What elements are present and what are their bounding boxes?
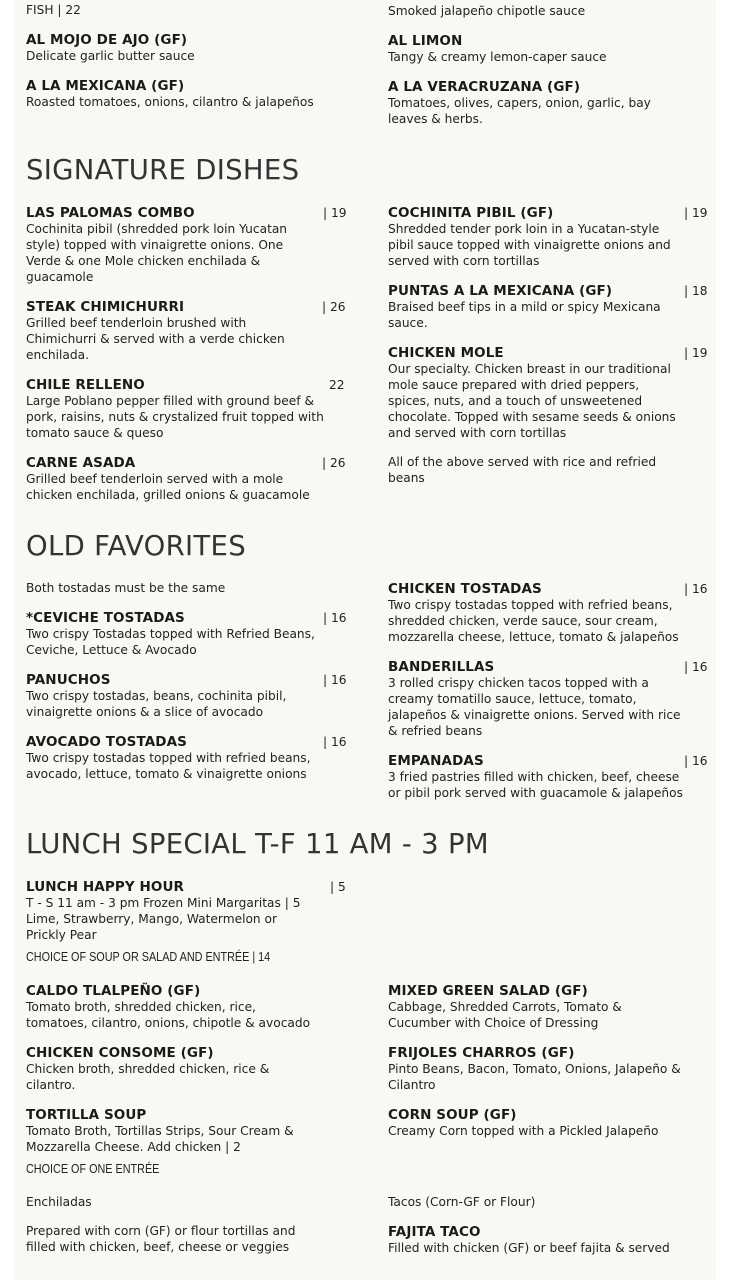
- sauce-desc: Delicate garlic butter sauce: [26, 49, 195, 63]
- tacos-label: Tacos (Corn-GF or Flour): [388, 1195, 536, 1209]
- salad-name: MIXED GREEN SALAD (GF): [388, 983, 588, 999]
- soup-desc: Pinto Beans, Bacon, Tomato, Onions, Jalapeño & Cilantro: [388, 1062, 681, 1092]
- dish-price: | 5: [330, 880, 346, 894]
- dish-name: AVOCADO TOSTADAS: [26, 734, 187, 750]
- dish-desc: 3 rolled crispy chicken tacos topped with a creamy tomatillo sauce, lettuce, tomato, jalapeños & vinaigrette onions. Served with rice & refried beans: [388, 676, 681, 738]
- sauce-name: A LA VERACRUZANA (GF): [388, 79, 581, 95]
- sauce-desc: Tomatoes, olives, capers, onion, garlic, bay leaves & herbs.: [388, 96, 651, 126]
- dish-price: | 26: [322, 300, 346, 314]
- soup-name: TORTILLA SOUP: [26, 1107, 147, 1123]
- dish-name: CARNE ASADA: [26, 455, 136, 471]
- dish-desc: Two crispy Tostadas topped with Refried Beans, Ceviche, Lettuce & Avocado: [26, 627, 315, 657]
- soup-desc: Tomato Broth, Tortillas Strips, Sour Cream & Mozzarella Cheese. Add chicken | 2: [26, 1124, 294, 1154]
- dish-desc: Cochinita pibil (shredded pork loin Yucatan style) topped with vinaigrette onions. One Verde & one Mole chicken enchilada & guacamole: [26, 222, 288, 284]
- enchiladas-label: Enchiladas: [26, 1195, 92, 1209]
- dish-name: PUNTAS A LA MEXICANA (GF): [388, 283, 613, 299]
- sauce-desc: Tangy & creamy lemon-caper sauce: [388, 50, 607, 64]
- soup-name: CHICKEN CONSOME (GF): [26, 1045, 214, 1061]
- dish-name: EMPANADAS: [388, 753, 484, 769]
- dish-name: CHILE RELLENO: [26, 377, 145, 393]
- soup-desc: Tomato broth, shredded chicken, rice, tomatoes, cilantro, onions, chipotle & avocado: [26, 1000, 311, 1030]
- dish-price: | 16: [684, 754, 708, 768]
- dish-price: 22: [329, 378, 345, 392]
- dish-price: | 19: [684, 206, 708, 220]
- dish-name: FAJITA TACO: [388, 1224, 481, 1240]
- dish-name: LAS PALOMAS COMBO: [26, 205, 195, 221]
- sauce-desc: Roasted tomatoes, onions, cilantro & jalapeños: [26, 95, 314, 109]
- soup-name: CORN SOUP (GF): [388, 1107, 517, 1123]
- dish-name: COCHINITA PIBIL (GF): [388, 205, 554, 221]
- soup-name: CALDO TLALPEÑO (GF): [26, 983, 201, 999]
- dish-name: PANUCHOS: [26, 672, 111, 688]
- dish-desc: Braised beef tips in a mild or spicy Mexicana sauce.: [388, 300, 661, 330]
- dish-desc: Large Poblano pepper filled with ground beef & pork, raisins, nuts & crystalized fruit topped with tomato sauce & queso: [26, 394, 324, 440]
- dish-name: LUNCH HAPPY HOUR: [26, 879, 185, 895]
- sauce-name: AL MOJO DE AJO (GF): [26, 32, 188, 48]
- dish-desc: Shredded tender pork loin in a Yucatan-style pibil sauce topped with vinaigrette onions and served with corn tortillas: [388, 222, 671, 268]
- dish-price: | 16: [684, 660, 708, 674]
- soup-name: FRIJOLES CHARROS (GF): [388, 1045, 575, 1061]
- dish-desc: Grilled beef tenderloin brushed with Chimichurri & served with a verde chicken enchilada.: [26, 316, 285, 362]
- section-heading-signature: SIGNATURE DISHES: [26, 154, 300, 186]
- salad-desc: Cabbage, Shredded Carrots, Tomato & Cucumber with Choice of Dressing: [388, 1000, 622, 1030]
- choice-soup-heading: CHOICE OF SOUP OR SALAD AND ENTRÉE | 14: [26, 949, 271, 964]
- dish-desc: Our specialty. Chicken breast in our traditional mole sauce prepared with dried peppers, spices, nuts, and a touch of unsweetened chocolate. Topped with sesame seeds & onions and served with corn tortillas: [388, 362, 676, 440]
- sauce-name: A LA MEXICANA (GF): [26, 78, 185, 94]
- dish-desc: Filled with chicken (GF) or beef fajita & served: [388, 1241, 670, 1255]
- chipotle-sauce-desc: Smoked jalapeño chipotle sauce: [388, 4, 586, 18]
- dish-desc: Grilled beef tenderloin served with a mole chicken enchilada, grilled onions & guacamole: [26, 472, 310, 502]
- dish-name: CHICKEN TOSTADAS: [388, 581, 542, 597]
- enchiladas-desc: Prepared with corn (GF) or flour tortillas and filled with chicken, beef, cheese or veggies: [26, 1224, 296, 1254]
- dish-name: BANDERILLAS: [388, 659, 495, 675]
- dish-price: | 26: [322, 456, 346, 470]
- dish-name: CHICKEN MOLE: [388, 345, 504, 361]
- dish-desc: T - S 11 am - 3 pm Frozen Mini Margaritas | 5 Lime, Strawberry, Mango, Watermelon or Prickly Pear: [26, 896, 301, 942]
- dish-price: | 19: [323, 206, 347, 220]
- dish-price: | 16: [323, 611, 347, 625]
- dish-price: | 16: [323, 735, 347, 749]
- section-heading-lunch: LUNCH SPECIAL T-F 11 AM - 3 PM: [26, 828, 489, 860]
- dish-desc: 3 fried pastries filled with chicken, beef, cheese or pibil pork served with guacamole & jalapeños: [388, 770, 683, 800]
- dish-price: | 16: [684, 582, 708, 596]
- dish-price: | 19: [684, 346, 708, 360]
- dish-price: | 18: [684, 284, 708, 298]
- dish-desc: Two crispy tostadas topped with refried beans, shredded chicken, verde sauce, sour cream, mozzarella cheese, lettuce, tomato & jalapeños: [388, 598, 679, 644]
- soup-desc: Chicken broth, shredded chicken, rice & cilantro.: [26, 1062, 270, 1092]
- section-heading-old-favorites: OLD FAVORITES: [26, 530, 246, 562]
- tostadas-note: Both tostadas must be the same: [26, 581, 226, 595]
- sauce-name: AL LIMON: [388, 33, 463, 49]
- signature-note: All of the above served with rice and refried beans: [388, 455, 657, 485]
- dish-desc: Two crispy tostadas, beans, cochinita pibil, vinaigrette onions & a slice of avocado: [26, 689, 287, 719]
- dish-name: STEAK CHIMICHURRI: [26, 299, 185, 315]
- choice-entree-heading: CHOICE OF ONE ENTRÉE: [26, 1161, 160, 1176]
- dish-name: *CEVICHE TOSTADAS: [26, 610, 185, 626]
- soup-desc: Creamy Corn topped with a Pickled Jalapeño: [388, 1124, 659, 1138]
- fish-price-line: FISH | 22: [26, 3, 81, 17]
- dish-desc: Two crispy tostadas topped with refried beans, avocado, lettuce, tomato & vinaigrette onions: [26, 751, 311, 781]
- dish-price: | 16: [323, 673, 347, 687]
